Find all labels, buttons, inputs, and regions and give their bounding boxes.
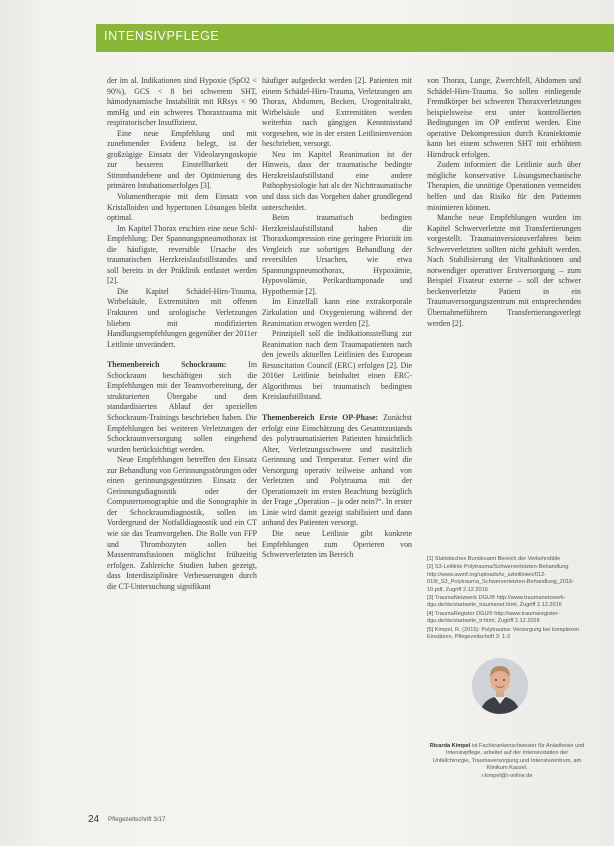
reference-item: [3] TraumaNetzwerk DGU® http://www.traumanetzwerk-dgu.de/de/startseite_traumanet.html, Zugriff 2.12.2016 (427, 595, 566, 609)
paragraph: Im Einzelfall kann eine extrakorporale Zirkulation und Oxygenierung während der Reanimation erwogen werden [2]. (262, 297, 412, 328)
paragraph: der im al. Indikationen sind Hypoxie (SpO2 < 90%), GCS < 8 bei schwerem SHT, hämodynamische Instabilität mit RRsys < 90 mmHg und ein schweres Thoraxtrauma mit respiratorischer Insuffizienz. (107, 76, 257, 128)
paragraph: von Thorax, Lunge, Zwerchfell, Abdomen und Schädel-Hirn-Trauma. So sollen einliegende Fremdkörper bei schweren Thoraxverletzungen beispielsweise erst unter kontrollierten Bedingungen im OP entfernt werden. Eine operative Dekompression durch Kraniektomie kann bei einem schweren SHT mit erhöhtem Hirndruck erfolgen. (427, 76, 581, 159)
section-paragraph-schockraum (107, 360, 257, 455)
paragraph: Neue Empfehlungen betreffen den Einsatz zur Behandlung von Gerinnungsstörungen oder einen gerinnungsgestützten Einsatz der Gerinnungsdiagnostik oder der Computertomographie und die Sonographie in der Schockraumdiagnostik, sollen im Vordergrund der Notfalldiagnostik und ein CT wie sie das Teamvorgehen. Die Rolle von FFP und Thrombozyten sollen bei Massentransfusionen möglichst frühzeitig erfolgen. Zahlreiche Studien haben gezeigt, dass Interdisziplinäre Verbesserungen durch die CT-Untersuchung signifikant (107, 455, 257, 591)
paragraph: Die Kapitel Schädel-Hirn-Trauma, Wirbelsäule, Extremitäten mit offenen Frakturen und urologische Verletzungen blieben mit modifizierten Handlungsempfehlungen gegenüber der 2011er Leitlinie unverändert. (107, 286, 257, 349)
author-portrait-icon (472, 658, 528, 714)
page-number: 24 (88, 814, 100, 825)
magazine-name: Pflegezeitschrift 3/17 (108, 816, 166, 823)
author-name: Ricarda Kimpel (429, 743, 471, 749)
paragraph: Manche neue Empfehlungen wurden im Kapitel Schwerverletzte mit Transfertierungen vorgestellt. Traumainversionsverfahren beim Schwerverletzten sollten nicht gehäuft werden. Nach Stabilisierung der Vitalfunktionen und notwendiger operativer Erstversorgung – zum Beispiel Fixateur externe – soll der schwer beckenverletzte Patient in ein Traumaversorgungszentrum mit entsprechenden Übernahmeführern Transfertierungsverlegt werden [2]. (427, 213, 581, 328)
section-paragraph-op-phase (262, 413, 412, 529)
paragraph: Im Kapitel Thorax erschien eine neue Schl-Empfehlung: Der Spannungspneumothorax ist die häufigste, reversible Ursache des traumatischen Herzkreislaufstillstandes und soll bereits in der Präklinik entlastet werden [2]. (107, 223, 257, 286)
paragraph: Neu im Kapitel Reanimation ist der Hinweis, dass der traumatische bedingte Herzkreislaufstillstand eine andere Pathophysiologie hat als der Nichttraumatische und dass sich das Vorgehen daher grundlegend unterscheidet. (262, 149, 412, 212)
text-column-3 (427, 76, 581, 329)
author-photo (472, 658, 528, 714)
author-description: ist Fachkrankenschwester für Anästhesie und Intensivpflege, arbeitet auf der Intensivstation der Unfallchirurgie, Traumaversorgung und Intensivzentrum, am Klinikum Kassel. (432, 743, 585, 772)
text-column-1 (107, 76, 257, 592)
paragraph: Beim traumatisch bedingten Herzkreislaufstillstand haben die Thoraxkompression eine geringere Priorität im Vergleich zur sofortigen Behandlung der reversiblen Ursachen, wie etwa Spannungspneumothorax, Hypoxämie, Hypovolämie, Perikardtamponade und Hypothermie [2]. (262, 213, 412, 296)
paragraph-text: Im Schockraum beschäftigen sich die Empfehlungen mit der Teamvorbereitung, der strukturierten Übergabe und dem standardisierten Ablauf der speziellen Schockraum-Trainings beschrieben haben. Die Empfehlungen bei weiteren Verletzungen der Schockraumversorgung sollen eingehend wurden berücksichtigt werden. (107, 360, 257, 454)
paragraph: Eine neue Empfehlung und mit zunehmender Evidenz belegt, ist der großzügige Einsatz der Videolaryngoskopie zur besseren Einstellbarkeit der Stimmbandebene und der Optimierung des primären Intubationserfolges [3]. (107, 128, 257, 191)
section-title: INTENSIVPFLEGE (104, 29, 220, 43)
text-column-2 (262, 76, 412, 561)
reference-item: [2] S3-Leitlinie Polytrauma/Schwerverletzten-Behandlung http://www.awmf.org/uploads/tx_szleitlinien/012-019l_S3_Polytrauma_Schwerverletzten-Behandlung_2016-10.pdf, Zugriff 2.12.2016 (427, 564, 575, 593)
subheading-op-phase: Themenbereich Erste OP-Phase: (262, 412, 379, 422)
paragraph: Zudem informiert die Leitlinie auch über mögliche konservative Lösungsmechanische Therapien, die unnötige Operationen vermeiden helfen und das Risiko für den Patienten minimieren können. (427, 160, 581, 212)
reference-item: [5] Kimpel, R. (2015): Polytrauma: Versorgung bei komplexen Einsätzen, Pflegezeitschrift 3: 1-3 (427, 626, 580, 641)
reference-item: [1] Statistisches Bundesamt Bereich der Verkehrsfälle (427, 556, 561, 562)
paragraph: Prinzipiell soll die Indikationsstellung zur Reanimation nach dem Traumapatienten nach den jeweils aktuellen Leitlinien des European Resuscitation Council (ERC) erfolgen [2]. Die 2016er Leitlinie beinhaltet einen ERC-Algorithmus bei traumatisch bedingten Kreislaufstillstand. (262, 329, 412, 402)
reference-item: [4] TraumaRegister DGU® http://www.traumaregister-dgu.de/de/startseite_tr.html, Zugriff 2.12.2016 (427, 610, 560, 625)
subheading-schockraum: Themenbereich Schockraum: (107, 360, 227, 370)
paragraph-text: Zunächst erfolgt eine Einschätzung des Gesamtzustands des polytraumatisierten Patienten hinsichtlich Alter, Verletzungsschwere und zusätzlich Gerinnung und Temperatur. Ferner wird die Versorgung operativ teilweise anhand von Verletzten und Polytrauma mit der Operationszeit im ersten Beachtung bezüglich der Frage „Operation – ja oder nein?“. In erster Linie wird damit gezeigt stabilisiert und dann anhand des Patienten versorgt. (262, 412, 412, 528)
author-bio (427, 743, 587, 780)
paragraph: Volumentherapie mit dem Einsatz von Kristalloiden und hypertonen Lösungen bleibt optimal. (107, 192, 257, 223)
paragraph: Die neue Leitlinie gibt konkrete Empfehlungen zum Operieren von Schwerverletzten im Bereich (262, 528, 412, 560)
paragraph: häufiger aufgedeckt werden [2]. Patienten mit einem Schädel-Hirn-Trauma, Verletzungen am Thorax, Abdomen, Becken, Urogenitaltrakt, Wirbelsäule und Extremitäten werden weiterhin nach gängigen Kenntnisstand vorgesehen, wie in der ersten Leitlinienversion beschrieben, versorgt. (262, 76, 412, 149)
reference-list (427, 556, 581, 642)
author-email[interactable]: r.kimpel@t-online.de (481, 772, 533, 779)
